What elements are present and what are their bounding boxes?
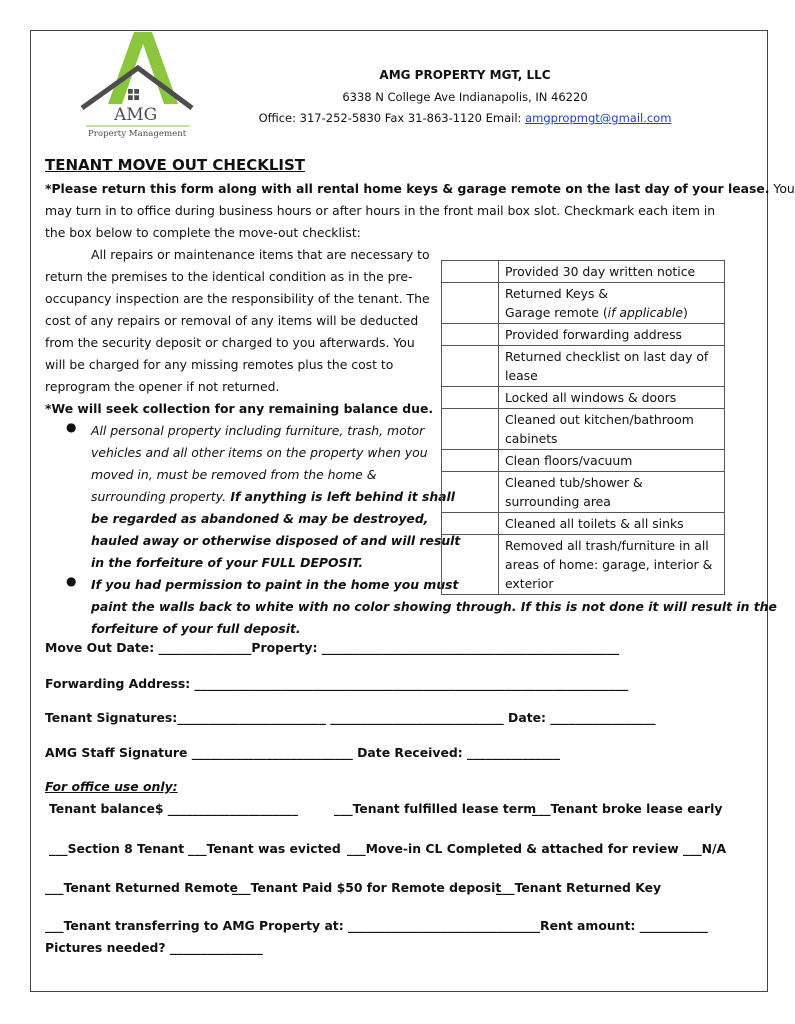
tenant-balance-field[interactable]: Tenant balance$ _____________________ [49,801,298,816]
checkbox[interactable] [442,261,499,283]
checklist-row [442,535,725,595]
checklist-row [442,346,725,387]
checkbox[interactable] [442,283,499,324]
broke-lease-option[interactable]: ___Tenant broke lease early [532,801,723,816]
pictures-needed-field[interactable]: Pictures needed? _______________ [45,940,263,955]
body-line: reprogram the opener if not returned. [45,379,280,394]
transfer-property-field[interactable]: ___Tenant transferring to AMG Property at: _______________________________Rent amount: ___________ [45,918,708,933]
bullet1-line: moved in, must be removed from the home & [91,467,377,482]
logo-subtext: Property Management [88,129,187,139]
checklist-row [442,261,725,283]
logo-text: AMG [114,105,158,125]
forwarding-address-field[interactable]: Forwarding Address: ______________________________________________________________________ [45,676,629,691]
amg-logo [78,32,198,140]
logo-a-shape [108,32,178,104]
checklist-row [442,324,725,346]
checklist-item-label: Returned checklist on last day of lease [499,346,725,387]
checklist-item-label: Cleaned out kitchen/bathroom cabinets [499,409,725,450]
checkbox[interactable] [442,513,499,535]
company-contact: Office: 317-252-5830 Fax 31-863-1120 Email: amgpropmgt@gmail.com [258,111,672,125]
move-out-checklist [441,260,725,595]
evicted-option[interactable]: ___Tenant was evicted [188,841,341,856]
returned-key-option[interactable]: ___Tenant Returned Key [496,880,662,895]
body-line: return the premises to the identical condition as in the pre- [45,269,413,284]
email-link[interactable]: amgpropmgt@gmail.com [525,111,672,125]
bullet1-line: surrounding property. If anything is left behind it shall [91,489,456,504]
checklist-row [442,450,725,472]
fulfilled-lease-option[interactable]: ___Tenant fulfilled lease term [334,801,537,816]
checkbox[interactable] [442,450,499,472]
intro-line-1: *Please return this form along with all rental home keys & garage remote on the last day of your lease. You [45,181,795,196]
checklist-item-label: Removed all trash/furniture in all areas of home: garage, interior & exterior [499,535,725,595]
office-use-heading: For office use only: [45,779,178,794]
checkbox[interactable] [442,387,499,409]
checkbox[interactable] [442,535,499,595]
intro-line-2: may turn in to office during business hours or after hours in the front mail box slot. Checkmark each item in [45,203,716,218]
body-line: cost of any repairs or removal of any items will be deducted [45,313,419,328]
body-line: occupancy inspection are the responsibility of the tenant. The [45,291,430,306]
paid-remote-deposit-option[interactable]: ___Tenant Paid $50 for Remote deposit [232,880,502,895]
checklist-item-label: Returned Keys & Garage remote (if applicable) [499,283,725,324]
checklist-item-label: Locked all windows & doors [499,387,725,409]
checklist-item-label: Cleaned tub/shower & surrounding area [499,472,725,513]
checklist-row [442,283,725,324]
page-title: TENANT MOVE OUT CHECKLIST [45,156,306,174]
checkbox[interactable] [442,409,499,450]
move-out-date-property-field[interactable]: Move Out Date: _______________Property: ________________________________________________ [45,640,620,655]
checkbox[interactable] [442,346,499,387]
collection-note: *We will seek collection for any remaining balance due. [45,401,434,416]
returned-remote-option[interactable]: ___Tenant Returned Remote [45,880,238,895]
checkbox[interactable] [442,472,499,513]
company-address: 6338 N College Ave Indianapolis, IN 46220 [342,90,588,104]
checkbox[interactable] [442,324,499,346]
bullet1-line: vehicles and all other items on the property when you [91,445,428,460]
staff-signature-field[interactable]: AMG Staff Signature __________________________ Date Received: _______________ [45,745,560,760]
bullet1-line: be regarded as abandoned & may be destroyed, [91,511,429,526]
body-line: will be charged for any missing remotes plus the cost to [45,357,394,372]
bullet1-line: in the forfeiture of your FULL DEPOSIT. [91,555,364,570]
checklist-row [442,513,725,535]
tenant-signatures-field[interactable]: Tenant Signatures:________________________ ____________________________ Date: _________________ [45,710,656,725]
bullet2-line: paint the walls back to white with no color showing through. If this is not done it will result in the [91,599,777,614]
checklist-row [442,387,725,409]
bullet2-line: forfeiture of your full deposit. [91,621,301,636]
checklist-row [442,409,725,450]
bullet1-line: hauled away or otherwise disposed of and will result [91,533,461,548]
checklist-row [442,472,725,513]
bullet-dot: ● [66,574,77,588]
intro-line-3: the box below to complete the move-out checklist: [45,225,361,240]
checklist-item-label: Cleaned all toilets & all sinks [499,513,725,535]
movein-cl-option[interactable]: ___Move-in CL Completed & attached for review ___N/A [347,841,727,856]
body-line: All repairs or maintenance items that are necessary to [91,247,430,262]
checklist-item-label: Provided forwarding address [499,324,725,346]
bullet2-line: If you had permission to paint in the home you must [91,577,459,592]
checklist-item-label: Provided 30 day written notice [499,261,725,283]
bullet-dot: ● [66,420,77,434]
body-line: from the security deposit or charged to you afterwards. You [45,335,415,350]
company-name: AMG PROPERTY MGT, LLC [379,68,551,82]
checklist-item-label: Clean floors/vacuum [499,450,725,472]
section8-option[interactable]: ___Section 8 Tenant [49,841,185,856]
bullet1-line: All personal property including furniture, trash, motor [91,423,425,438]
